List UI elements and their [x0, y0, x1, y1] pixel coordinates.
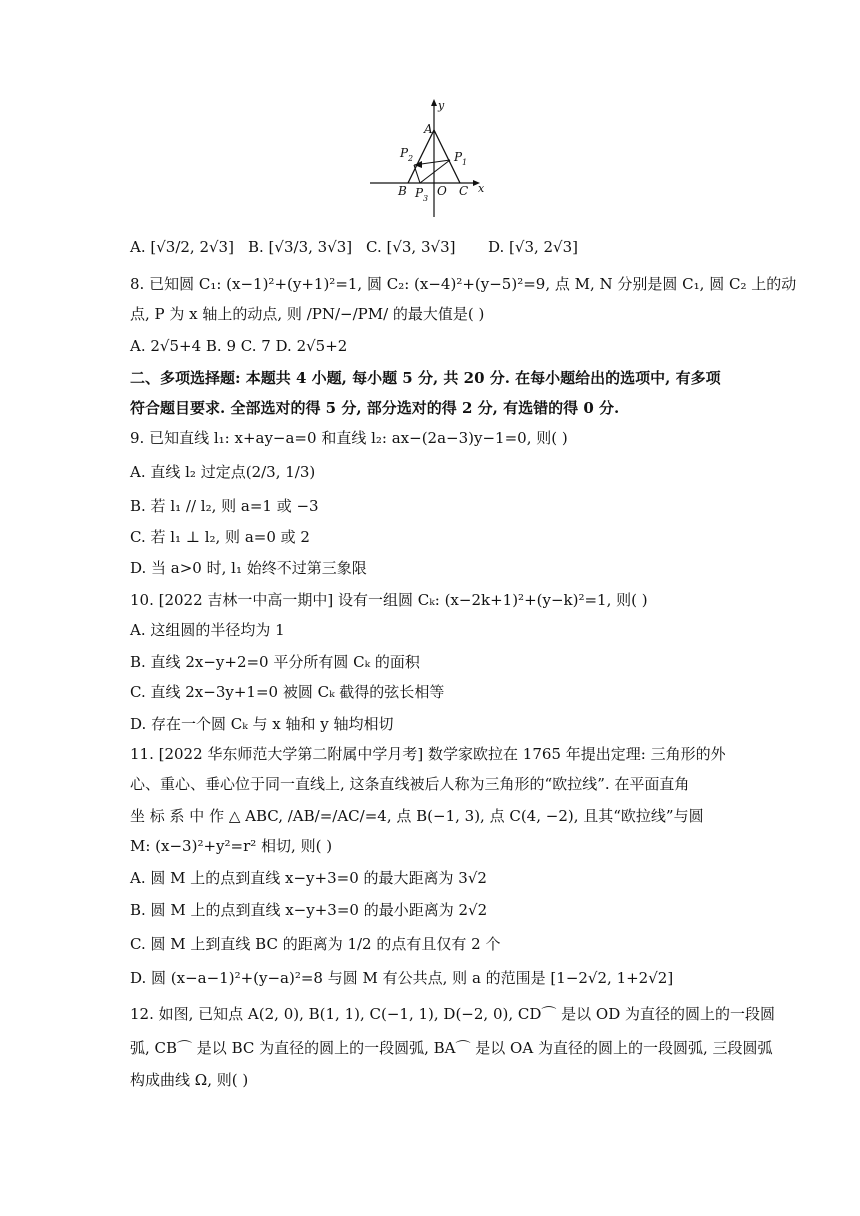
q10-option-c[interactable]: C. 直线 2x−3y+1=0 被圆 Cₖ 截得的弦长相等	[130, 683, 445, 701]
q7-options	[130, 237, 578, 257]
q7-option-a[interactable]: A. [√3/2, 2√3]	[130, 238, 234, 256]
q9-stem: 9. 已知直线 l₁: x+ay−a=0 和直线 l₂: ax−(2a−3)y−1=0, 则( )	[130, 429, 568, 447]
q10-stem: 10. [2022 吉林一中高一期中] 设有一组圆 Cₖ: (x−2k+1)²+(y−k)²=1, 则( )	[130, 591, 648, 609]
label-p1-sub: 1	[462, 158, 468, 167]
q7-option-b[interactable]: B. [√3/3, 3√3]	[248, 238, 353, 256]
label-p2-sub: 2	[408, 154, 414, 163]
label-c: C	[459, 184, 469, 198]
label-p3-sub: 3	[423, 194, 429, 203]
label-b: B	[398, 184, 407, 198]
q10-option-b[interactable]: B. 直线 2x−y+2=0 平分所有圆 Cₖ 的面积	[130, 653, 420, 671]
q8-options[interactable]: A. 2√5+4 B. 9 C. 7 D. 2√5+2	[130, 337, 348, 355]
y-axis-arrow	[431, 99, 437, 106]
q9-option-a[interactable]: A. 直线 l₂ 过定点(2/3, 1/3)	[130, 463, 316, 481]
q11-option-b[interactable]: B. 圆 M 上的点到直线 x−y+3=0 的最小距离为 2√2	[130, 901, 488, 919]
q11-stem-line1: 11. [2022 华东师范大学第二附属中学月考] 数学家欧拉在 1765 年提出定理: 三角形的外	[130, 745, 726, 763]
q7-option-d[interactable]: D. [√3, 2√3]	[488, 238, 579, 256]
q9-option-d[interactable]: D. 当 a>0 时, l₁ 始终不过第三象限	[130, 559, 367, 577]
q9-option-c[interactable]: C. 若 l₁ ⊥ l₂, 则 a=0 或 2	[130, 528, 310, 546]
q11-option-d[interactable]: D. 圆 (x−a−1)²+(y−a)²=8 与圆 M 有公共点, 则 a 的范围是 [1−2√2, 1+2√2]	[130, 969, 674, 987]
q11-option-c[interactable]: C. 圆 M 上到直线 BC 的距离为 1/2 的点有且仅有 2 个	[130, 935, 501, 953]
label-y: y	[438, 99, 445, 112]
q8-stem-line2: 点, P 为 x 轴上的动点, 则 /PN/−/PM/ 的最大值是( )	[130, 305, 485, 323]
q10-option-a[interactable]: A. 这组圆的半径均为 1	[130, 621, 285, 639]
q11-stem-line2: 心、重心、垂心位于同一直线上, 这条直线被后人称为三角形的“欧拉线”. 在平面直角	[130, 775, 690, 793]
label-p2: P	[400, 146, 409, 160]
q12-stem-line3: 构成曲线 Ω, 则( )	[130, 1071, 249, 1089]
label-a: A	[424, 122, 433, 136]
section2-heading-line1: 二、多项选择题: 本题共 4 小题, 每小题 5 分, 共 20 分. 在每小题给出的选项中, 有多项	[130, 369, 721, 387]
q11-stem-line4: M: (x−3)²+y²=r² 相切, 则( )	[130, 837, 333, 855]
label-p1: P	[454, 150, 463, 164]
q9-option-b[interactable]: B. 若 l₁ // l₂, 则 a=1 或 −3	[130, 497, 319, 515]
label-x: x	[478, 182, 485, 195]
label-p3: P	[415, 186, 424, 200]
triangle-figure	[368, 97, 488, 222]
q8-stem-line1: 8. 已知圆 C₁: (x−1)²+(y+1)²=1, 圆 C₂: (x−4)²+(y−5)²=9, 点 M, N 分别是圆 C₁, 圆 C₂ 上的动	[130, 275, 797, 293]
section2-heading-line2: 符合题目要求. 全部选对的得 5 分, 部分选对的得 2 分, 有选错的得 0 分.	[130, 399, 620, 417]
q12-stem-line1: 12. 如图, 已知点 A(2, 0), B(1, 1), C(−1, 1), D(−2, 0), CD⌒ 是以 OD 为直径的圆上的一段圆	[130, 1005, 776, 1023]
q7-option-c[interactable]: C. [√3, 3√3]	[366, 238, 456, 256]
q11-option-a[interactable]: A. 圆 M 上的点到直线 x−y+3=0 的最大距离为 3√2	[130, 869, 487, 887]
label-o: O	[437, 184, 447, 198]
path-p2-p3	[414, 165, 420, 183]
q12-stem-line2: 弧, CB⌒ 是以 BC 为直径的圆上的一段圆弧, BA⌒ 是以 OA 为直径的圆上的一段圆弧, 三段圆弧	[130, 1039, 773, 1057]
q11-stem-line3: 坐 标 系 中 作 △ ABC, /AB/=/AC/=4, 点 B(−1, 3), 点 C(4, −2), 且其“欧拉线”与圆	[130, 807, 704, 825]
q10-option-d[interactable]: D. 存在一个圆 Cₖ 与 x 轴和 y 轴均相切	[130, 715, 394, 733]
